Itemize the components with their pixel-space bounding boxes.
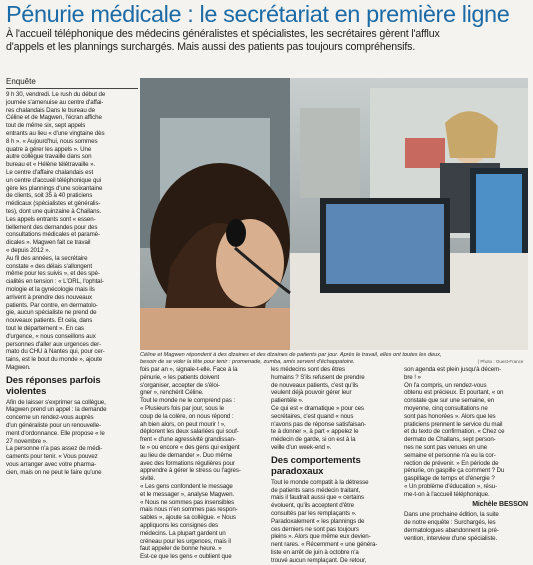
text-line: trouvé aucun remplaçant. De retour, xyxy=(271,556,367,564)
subheading: Des réponses parfois violentes xyxy=(6,374,101,397)
text-line: faut appeler de bonne heure. » xyxy=(140,545,222,553)
column-2 xyxy=(140,366,266,561)
text-line: humains ? S'ils refusent de prendre xyxy=(271,373,365,381)
text-line: avec des formations régulières pour xyxy=(140,459,235,467)
text-line: sables », ajoute sa collègue. « Nous xyxy=(140,514,236,522)
text-line: les médecins sont des êtres xyxy=(271,366,345,373)
text-line: vous arranger avec votre pharma- xyxy=(6,461,96,469)
text-line: autre collègue travaille dans son xyxy=(6,153,92,161)
text-line: de patients sans médecin traitant, xyxy=(271,486,361,494)
headline: Pénurie médicale : le secrétariat en première ligne xyxy=(6,1,510,27)
text-line: caments pour tenir. « Vous pouvez xyxy=(6,453,98,461)
text-line: dermato de Challans, sept person- xyxy=(404,436,496,444)
text-line: personnes d'aller aux urgences der- xyxy=(6,340,102,348)
text-line: coup de la colère, on nous répond : xyxy=(140,412,234,420)
text-line: rection de prévenir. » En période de xyxy=(404,459,499,467)
text-line: 9 h 30, vendredi. Le rush du début de xyxy=(6,91,106,98)
photo-illustration xyxy=(140,78,528,350)
text-line: consultés par les remplaçants ». xyxy=(271,509,357,517)
text-line: semaine et personne n'a eu la cor- xyxy=(404,451,496,459)
text-line: appliquons les consignes des xyxy=(140,521,219,529)
text-line: Le centre d'affaire chalandais est xyxy=(6,168,94,176)
text-line: quatre à gérer les appels ». Une xyxy=(6,145,92,153)
text-line: patients. Par contre, en dermatolo- xyxy=(6,301,98,309)
text-line: ah bien alors, on peut mourir ! », xyxy=(140,420,226,428)
text-line: médicaux (spécialistes et généralis- xyxy=(6,200,101,208)
text-line: de notre enquête : Surchargés, les xyxy=(404,519,496,527)
text-line: Céline et de Magwen, l'écran affiche xyxy=(6,114,102,122)
text-line: moyenne, cinq consultations ne xyxy=(404,404,488,412)
text-line: bre ! » xyxy=(404,373,421,381)
caption-line: besoin de se vider la tête pour tenir : promenade, zumba, amis servent d'échappatoire. xyxy=(140,359,355,365)
author-signature: Michèle BESSON xyxy=(472,500,528,508)
text-line: évoluent, qu'ils acceptent d'être xyxy=(271,502,354,510)
text-line: me-t-on à l'accueil téléphonique. xyxy=(404,490,490,498)
text-line: gie, aucun spécialiste ne prend de xyxy=(6,309,97,317)
office-photo xyxy=(140,78,528,350)
text-line: ment d'ordonnance. Elle propose « le xyxy=(6,429,105,437)
text-line: pénurie, « les patients doivent xyxy=(140,373,220,381)
text-line: veille d'un week-end ». xyxy=(271,443,332,451)
text-line: pleins ». Alors que même eux devien- xyxy=(271,533,371,541)
text-line: gère les plannings d'une soixantaine xyxy=(6,184,103,192)
column-3 xyxy=(271,366,399,565)
text-line: et le messager », analyse Magwen. xyxy=(140,490,235,498)
text-line: déplorent les deux salariées qui souf- xyxy=(140,428,239,436)
text-line: te » ou encore « des gens qui exigent xyxy=(140,443,240,451)
text-line: « Un problème d'éducation », résu- xyxy=(404,482,498,490)
text-line: Dans une prochaine édition, la suite xyxy=(404,511,499,519)
text-line: consultations médicales et paramé- xyxy=(6,231,100,239)
text-line: Les appels entrants sont « essen- xyxy=(6,215,96,223)
text-line: Tout le monde compatit à la détresse xyxy=(271,478,369,486)
text-line: cien, mais on ne peut le faire qu'une xyxy=(6,468,102,476)
text-line: res chalandais Dans le bureau de xyxy=(6,106,95,114)
lede-line: À l'accueil téléphonique des médecins généralistes et spécialistes, les secrétaires gèrent l'afflux xyxy=(6,28,440,40)
text-line: obtenu est précieux. Et pourtant, « on xyxy=(404,389,504,397)
text-line: son agenda est plein jusqu'à décem- xyxy=(404,366,502,373)
text-line: « depuis 2012 ». xyxy=(6,246,51,254)
text-line: dicales ». Magwen fait ce travail xyxy=(6,239,91,247)
text-line: gner », renchérit Céline. xyxy=(140,389,204,397)
subheading: Des comportements paradoxaux xyxy=(271,454,361,477)
lede xyxy=(6,28,526,54)
text-line: au lieu de demander ». Duo même xyxy=(140,451,233,459)
text-line: sont pas honorées ». Alors que les xyxy=(404,412,496,420)
text-line: médecins. La plupart gardent un xyxy=(140,529,226,537)
photo-caption xyxy=(140,352,528,366)
text-line: tains, est le bout du monde », ajoute xyxy=(6,356,103,364)
text-line: gaspillage de temps et d'énergie ? xyxy=(404,475,495,483)
photo-credit: | Photo : Ouest-France xyxy=(478,359,524,364)
text-line: liste en arrêt de juin à octobre n'a xyxy=(271,548,359,556)
text-line: apprendre à gérer le stress ou l'agres- xyxy=(140,467,241,475)
text-line: Afin de laisser s'exprimer sa collègue, xyxy=(6,398,106,406)
text-line: nent rares. « Récemment « une généra- xyxy=(271,541,378,549)
text-line: concerne un rendez-vous auprès xyxy=(6,414,94,422)
text-line: Magwen. xyxy=(6,363,31,371)
text-line: secrétaires, c'est quand « nous xyxy=(271,412,354,420)
text-line: dermatologues abandonnent la pré- xyxy=(404,526,499,534)
text-line: de clients, soit 35 à 40 praticiens xyxy=(6,192,93,200)
lede-line: d'appels et les plannings surchargés. Mais aussi des patients pas toujours compréhensifs. xyxy=(6,41,416,53)
column-4 xyxy=(404,366,528,543)
text-line: entrants au lieu « d'une vingtaine dès xyxy=(6,129,105,137)
text-line: praticiens prennent le service du mail xyxy=(404,420,503,428)
text-line: un centre d'accueil téléphonique qui xyxy=(6,176,101,184)
text-line: et du texto de confirmation. « Chez ce xyxy=(404,428,505,436)
text-line: journée s'amenuise au centre d'affai- xyxy=(6,98,104,106)
text-line: n'avons pas de réponse satisfaisan- xyxy=(271,420,367,428)
text-line: frent « d'une agressivité grandissan- xyxy=(140,436,236,444)
text-line: 27 novembre ». xyxy=(6,437,48,445)
text-line: mato du CHU à Nantes qui, pour cer- xyxy=(6,348,105,356)
text-line: La personne n'a pas assez de médi- xyxy=(6,445,103,453)
text-line: nouveaux patients. Et cela, dans xyxy=(6,317,93,325)
text-line: tes), dont une quinzaine à Challans. xyxy=(6,207,102,215)
text-line: Ce qui est « dramatique » pour ces xyxy=(271,404,364,412)
caption-line: Céline et Magwen répondent à des dizaines et des dizaines de patients par jour. Après le travail, elles ont toutes les deux, xyxy=(140,352,442,358)
text-line: veulent déjà pouvoir gérer leur xyxy=(271,389,352,397)
text-line: d'urgence, « nous conseillons aux xyxy=(6,332,96,340)
rubric-rule xyxy=(6,88,138,89)
text-line: Au fil des années, la secrétaire xyxy=(6,254,88,262)
text-line: de nouveaux patients, c'est qu'ils xyxy=(271,381,359,389)
text-line: Tout le monde ne le comprend pas : xyxy=(140,397,235,405)
text-line: 8 h ». « Aujourd'hui, nous sommes xyxy=(6,137,98,145)
text-line: « Les gens confondent le message xyxy=(140,482,233,490)
text-line: Est-ce que les gens « oublient que xyxy=(140,553,232,561)
text-line: tout le département ». En cas xyxy=(6,324,84,332)
text-line: sivité. xyxy=(140,475,156,483)
text-line: d'un généraliste pour un renouvelle- xyxy=(6,422,101,430)
text-line: arrivent à prendre des nouveaux xyxy=(6,293,92,301)
text-line: s'organiser, accepter de s'éloi- xyxy=(140,381,220,389)
rubric-label: Enquête xyxy=(6,77,36,86)
text-line: patientèle ». xyxy=(271,397,304,405)
text-line: « Plusieurs fois par jour, sous le xyxy=(140,404,224,412)
text-line: mologie et la gynécologie mais ils xyxy=(6,285,95,293)
text-line: mais il faudrait aussi que « certains xyxy=(271,494,364,502)
text-line: créneau pour les urgences, mais il xyxy=(140,537,231,545)
text-line: même pour les suivis », et des spé- xyxy=(6,270,100,278)
text-line: Paradoxalement « les plannings de xyxy=(271,517,365,525)
text-line: vention, interview d'une spécialiste. xyxy=(404,534,498,542)
text-line: pénurie, on gaspille ça comment ? Du xyxy=(404,467,505,475)
text-line: Magwen prend un appel : la demande xyxy=(6,406,107,414)
text-line: tout de même six, sept appels xyxy=(6,122,86,130)
text-line: nes ne sont pas venues en une xyxy=(404,443,488,451)
text-line: ces derniers ne sont pas toujours xyxy=(271,525,359,533)
text-line: mais nous n'en sommes pas respon- xyxy=(140,506,238,514)
text-line: « Nous ne sommes pas insensibles xyxy=(140,498,235,506)
text-line: te à donner », à part « appelez le xyxy=(271,428,359,436)
text-line: On l'a compris, un rendez-vous xyxy=(404,381,487,389)
text-line: cialités en tension : « L'ORL, l'ophtal- xyxy=(6,278,104,286)
text-line: tiellement des demandes pour des xyxy=(6,223,98,231)
text-line: fois par an », signale-t-elle. Face à la xyxy=(140,366,238,373)
text-line: médecin de garde, si on est à la xyxy=(271,436,356,444)
text-line: bureau et « Hélène télétravaille ». xyxy=(6,161,96,169)
column-1 xyxy=(6,91,137,477)
text-line: constate que sur une semaine, en xyxy=(404,397,495,405)
text-line: constate « des délais s'allongent xyxy=(6,262,92,270)
